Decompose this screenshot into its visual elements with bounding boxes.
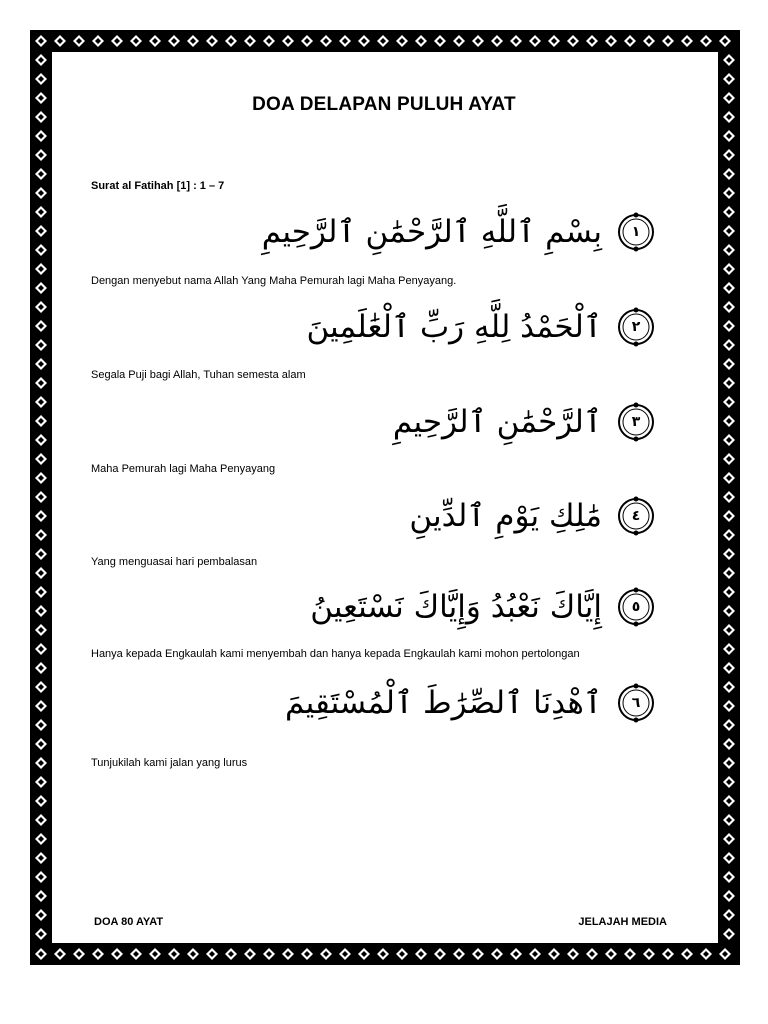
border-diamond — [35, 529, 47, 541]
border-diamond — [358, 35, 370, 47]
verse-3-arabic: ٱلرَّحْمَٰنِ ٱلرَّحِيمِ — [392, 403, 602, 440]
border-diamond — [586, 35, 598, 47]
border-diamond — [723, 206, 735, 218]
border-diamond — [111, 948, 123, 960]
verse-4-translation: Yang menguasai hari pembalasan — [91, 556, 258, 568]
border-diamond — [723, 320, 735, 332]
ayah-marker-icon — [616, 402, 656, 442]
border-diamond — [723, 168, 735, 180]
border-diamond — [35, 948, 47, 960]
border-diamond — [723, 871, 735, 883]
border-diamond — [723, 852, 735, 864]
border-diamond — [301, 948, 313, 960]
border-diamond — [605, 948, 617, 960]
border-diamond — [35, 472, 47, 484]
verse-4-arabic: مَٰلِكِ يَوْمِ ٱلدِّينِ — [409, 497, 602, 534]
footer-left-text: DOA 80 AYAT — [94, 916, 164, 928]
border-diamond — [73, 948, 85, 960]
border-diamond — [700, 948, 712, 960]
border-diamond — [54, 948, 66, 960]
border-diamond — [723, 491, 735, 503]
border-diamond — [35, 206, 47, 218]
border-diamond — [35, 757, 47, 769]
verse-3-arabic-row — [393, 402, 656, 442]
border-diamond — [35, 377, 47, 389]
ayah-number: ٥ — [631, 599, 641, 615]
page-title: DOA DELAPAN PULUH AYAT — [252, 94, 516, 115]
border-diamond — [35, 73, 47, 85]
border-diamond — [92, 948, 104, 960]
border-diamond — [35, 586, 47, 598]
border-diamond — [35, 909, 47, 921]
border-diamond — [415, 948, 427, 960]
border-diamond — [35, 244, 47, 256]
border-diamond — [35, 928, 47, 940]
border-diamond — [723, 548, 735, 560]
border-diamond — [35, 263, 47, 275]
verse-4-arabic-row — [409, 496, 656, 536]
border-diamond — [529, 948, 541, 960]
border-diamond — [723, 928, 735, 940]
ayah-marker-icon — [616, 307, 656, 347]
border-diamond — [723, 605, 735, 617]
border-diamond — [723, 814, 735, 826]
verse-2-translation: Segala Puji bagi Allah, Tuhan semesta alam — [91, 369, 306, 381]
border-diamond — [149, 948, 161, 960]
border-diamond — [723, 529, 735, 541]
ayah-number: ٦ — [631, 695, 641, 711]
verse-5-arabic-row — [310, 587, 656, 627]
surah-reference: Surat al Fatihah [1] : 1 – 7 — [91, 180, 225, 192]
border-diamond — [434, 35, 446, 47]
border-diamond — [719, 948, 731, 960]
border-diamond — [263, 35, 275, 47]
border-diamond — [723, 130, 735, 142]
border-diamond — [472, 948, 484, 960]
border-diamond — [339, 35, 351, 47]
border-diamond — [453, 948, 465, 960]
border-diamond — [320, 35, 332, 47]
border-diamond — [567, 35, 579, 47]
border-diamond — [681, 35, 693, 47]
verse-6-arabic: ٱهْدِنَا ٱلصِّرَٰطَ ٱلْمُسْتَقِيمَ — [284, 684, 602, 721]
border-diamond — [187, 948, 199, 960]
border-diamond — [723, 890, 735, 902]
verse-1-arabic-row — [262, 212, 656, 252]
border-diamond — [723, 225, 735, 237]
border-diamond — [206, 35, 218, 47]
border-diamond — [168, 948, 180, 960]
border-diamond — [662, 948, 674, 960]
border-diamond — [35, 833, 47, 845]
border-diamond — [723, 776, 735, 788]
border-diamond — [723, 263, 735, 275]
border-diamond — [130, 35, 142, 47]
border-diamond — [510, 35, 522, 47]
border-diamond — [723, 510, 735, 522]
border-diamond — [723, 453, 735, 465]
border-diamond — [35, 852, 47, 864]
border-diamond — [168, 35, 180, 47]
border-diamond — [377, 948, 389, 960]
border-diamond — [35, 624, 47, 636]
border-diamond — [35, 54, 47, 66]
border-diamond — [723, 643, 735, 655]
border-diamond — [130, 948, 142, 960]
border-diamond — [225, 948, 237, 960]
border-diamond — [723, 833, 735, 845]
border-diamond — [723, 795, 735, 807]
border-diamond — [225, 35, 237, 47]
border-diamond — [244, 948, 256, 960]
border-diamond — [35, 643, 47, 655]
border-diamond — [723, 719, 735, 731]
border-diamond — [723, 377, 735, 389]
verse-2-arabic-row — [306, 307, 656, 347]
border-diamond — [723, 586, 735, 598]
border-diamond — [377, 35, 389, 47]
border-diamond — [35, 681, 47, 693]
border-diamond — [35, 605, 47, 617]
border-diamond — [35, 168, 47, 180]
border-diamond — [35, 301, 47, 313]
border-diamond — [662, 35, 674, 47]
verse-2-arabic: ٱلْحَمْدُ لِلَّهِ رَبِّ ٱلْعَٰلَمِينَ — [306, 308, 602, 345]
border-diamond — [73, 35, 85, 47]
border-diamond — [723, 244, 735, 256]
border-diamond — [282, 35, 294, 47]
border-diamond — [723, 54, 735, 66]
border-diamond — [35, 396, 47, 408]
border-diamond — [35, 890, 47, 902]
verse-6-translation: Tunjukilah kami jalan yang lurus — [91, 757, 248, 769]
border-diamond — [301, 35, 313, 47]
border-diamond — [723, 681, 735, 693]
ayah-number: ٢ — [631, 319, 641, 335]
border-diamond — [54, 35, 66, 47]
border-diamond — [453, 35, 465, 47]
border-diamond — [491, 948, 503, 960]
border-diamond — [723, 396, 735, 408]
border-diamond — [723, 662, 735, 674]
border-diamond — [510, 948, 522, 960]
border-diamond — [244, 35, 256, 47]
border-diamond — [35, 719, 47, 731]
border-diamond — [263, 948, 275, 960]
border-diamond — [358, 948, 370, 960]
border-diamond — [339, 948, 351, 960]
border-diamond — [35, 187, 47, 199]
verse-1-arabic: بِسْمِ ٱللَّهِ ٱلرَّحْمَٰنِ ٱلرَّحِيمِ — [261, 213, 602, 250]
border-diamond — [723, 624, 735, 636]
border-diamond — [111, 35, 123, 47]
border-diamond — [434, 948, 446, 960]
border-diamond — [320, 948, 332, 960]
ayah-number: ٣ — [631, 414, 641, 430]
border-diamond — [548, 948, 560, 960]
border-diamond — [187, 35, 199, 47]
border-diamond — [35, 795, 47, 807]
border-diamond — [723, 472, 735, 484]
border-diamond — [35, 738, 47, 750]
ayah-marker-icon — [616, 683, 656, 723]
border-diamond — [723, 700, 735, 712]
border-diamond — [35, 130, 47, 142]
border-diamond — [35, 662, 47, 674]
border-diamond — [35, 871, 47, 883]
border-diamond — [605, 35, 617, 47]
border-diamond — [35, 491, 47, 503]
border-diamond — [681, 948, 693, 960]
border-diamond — [624, 35, 636, 47]
border-diamond — [35, 149, 47, 161]
border-diamond — [723, 73, 735, 85]
border-diamond — [723, 757, 735, 769]
border-diamond — [472, 35, 484, 47]
border-diamond — [35, 548, 47, 560]
border-diamond — [723, 415, 735, 427]
border-diamond — [700, 35, 712, 47]
border-diamond — [723, 149, 735, 161]
border-diamond — [35, 225, 47, 237]
border-diamond — [396, 948, 408, 960]
border-diamond — [92, 35, 104, 47]
border-diamond — [35, 282, 47, 294]
border-diamond — [719, 35, 731, 47]
border-diamond — [35, 700, 47, 712]
border-diamond — [35, 814, 47, 826]
border-diamond — [643, 35, 655, 47]
verse-1-translation: Dengan menyebut nama Allah Yang Maha Pemurah lagi Maha Penyayang. — [91, 275, 457, 287]
border-diamond — [35, 453, 47, 465]
border-diamond — [35, 776, 47, 788]
border-diamond — [35, 415, 47, 427]
border-diamond — [35, 434, 47, 446]
border-diamond — [35, 35, 47, 47]
border-diamond — [149, 35, 161, 47]
border-diamond — [723, 358, 735, 370]
border-diamond — [35, 320, 47, 332]
border-diamond — [723, 567, 735, 579]
border-diamond — [723, 434, 735, 446]
border-diamond — [35, 358, 47, 370]
border-diamond — [529, 35, 541, 47]
footer-right-text: JELAJAH MEDIA — [578, 916, 667, 928]
border-diamond — [567, 948, 579, 960]
border-diamond — [282, 948, 294, 960]
border-diamond — [723, 301, 735, 313]
border-diamond — [491, 35, 503, 47]
border-diamond — [643, 948, 655, 960]
ayah-marker-icon — [616, 496, 656, 536]
verse-5-arabic: إِيَّاكَ نَعْبُدُ وَإِيَّاكَ نَسْتَعِينُ — [310, 588, 602, 625]
border-diamond — [586, 948, 598, 960]
border-diamond — [548, 35, 560, 47]
border-diamond — [35, 339, 47, 351]
border-diamond — [723, 738, 735, 750]
border-diamond — [396, 35, 408, 47]
ayah-marker-icon — [616, 587, 656, 627]
ayah-marker-icon — [616, 212, 656, 252]
border-diamond — [723, 187, 735, 199]
border-diamond — [35, 567, 47, 579]
border-diamond — [415, 35, 427, 47]
verse-3-translation: Maha Pemurah lagi Maha Penyayang — [91, 463, 276, 475]
border-diamond — [723, 909, 735, 921]
border-diamond — [206, 948, 218, 960]
border-diamond — [723, 282, 735, 294]
ayah-number: ٤ — [631, 508, 641, 524]
border-diamond — [723, 339, 735, 351]
verse-6-arabic-row — [285, 683, 656, 723]
verse-5-translation: Hanya kepada Engkaulah kami menyembah dan hanya kepada Engkaulah kami mohon pertolongan — [91, 648, 580, 660]
border-diamond — [624, 948, 636, 960]
border-diamond — [35, 510, 47, 522]
ayah-number: ١ — [631, 224, 641, 240]
